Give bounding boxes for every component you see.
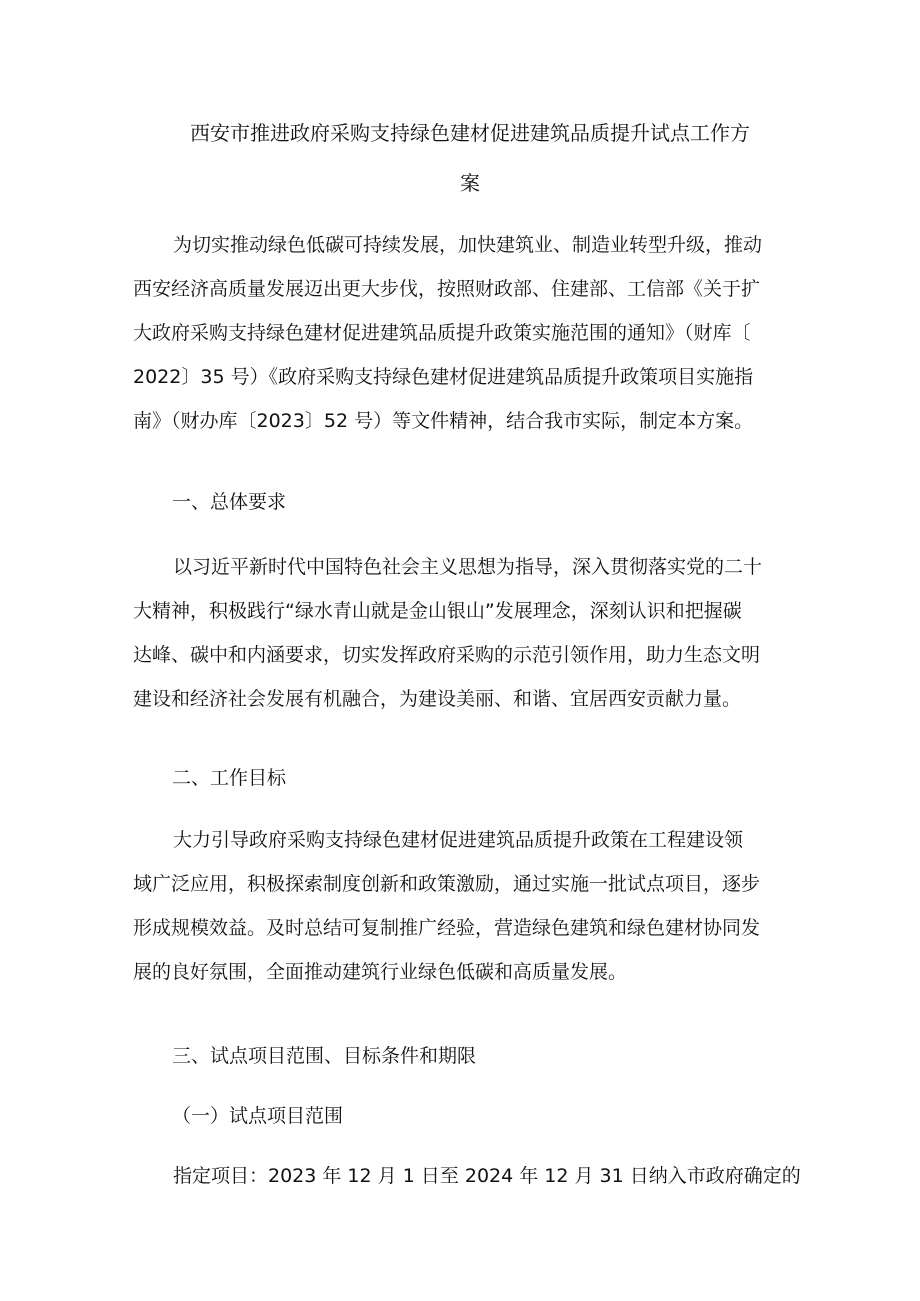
paragraph-line: 以习近平新时代中国特色社会主义思想为指导，深入贯彻落实党的二十 <box>173 556 763 578</box>
paragraph-line: 为切实推动绿色低碳可持续发展，加快建筑业、制造业转型升级，推动 <box>173 234 763 256</box>
section-3-sub-1-paragraph <box>133 1154 813 1198</box>
section-3-heading: 三、试点项目范围、目标条件和期限 <box>172 1045 477 1067</box>
paragraph-line: 展的良好氛围，全面推动建筑行业绿色低碳和高质量发展。 <box>133 961 628 983</box>
paragraph-line: 西安经济高质量发展迈出更大步伐，按照财政部、住建部、工信部《关于扩 <box>133 278 761 300</box>
paragraph-line: 形成规模效益。及时总结可复制推广经验，营造绿色建筑和绿色建材协同发 <box>133 917 761 939</box>
paragraph-line: 2022〕35 号）《政府采购支持绿色建材促进建筑品质提升政策项目实施指 <box>133 366 754 388</box>
paragraph-line: 指定项目：2023 年 12 月 1 日至 2024 年 12 月 31 日纳入市政府确定的 <box>173 1165 801 1187</box>
document-title-line-1: 西安市推进政府采购支持绿色建材促进建筑品质提升试点工作方 <box>190 121 750 145</box>
section-1-paragraph <box>133 545 813 721</box>
paragraph-line: 大力引导政府采购支持绿色建材促进建筑品质提升政策在工程建设领 <box>173 829 744 851</box>
paragraph-line: 大精神，积极践行“绿水青山就是金山银山”发展理念，深刻认识和把握碳 <box>133 600 742 622</box>
section-3-sub-1-heading: （一）试点项目范围 <box>172 1105 344 1127</box>
section-2-paragraph <box>133 818 813 994</box>
paragraph-line: 达峰、碳中和内涵要求，切实发挥政府采购的示范引领作用，助力生态文明 <box>133 644 761 666</box>
document-title-line-2: 案 <box>460 171 480 195</box>
paragraph-line: 建设和经济社会发展有机融合，为建设美丽、和谐、宜居西安贡献力量。 <box>133 688 742 710</box>
intro-paragraph <box>133 223 813 443</box>
section-1-heading: 一、总体要求 <box>172 491 287 513</box>
paragraph-line: 大政府采购支持绿色建材促进建筑品质提升政策实施范围的通知》（财库〔 <box>133 322 751 344</box>
paragraph-line: 南》（财办库〔2023〕52 号）等文件精神，结合我市实际，制定本方案。 <box>133 410 754 432</box>
paragraph-line: 域广泛应用，积极探索制度创新和政策激励，通过实施一批试点项目，逐步 <box>133 873 761 895</box>
section-2-heading: 二、工作目标 <box>172 767 287 789</box>
